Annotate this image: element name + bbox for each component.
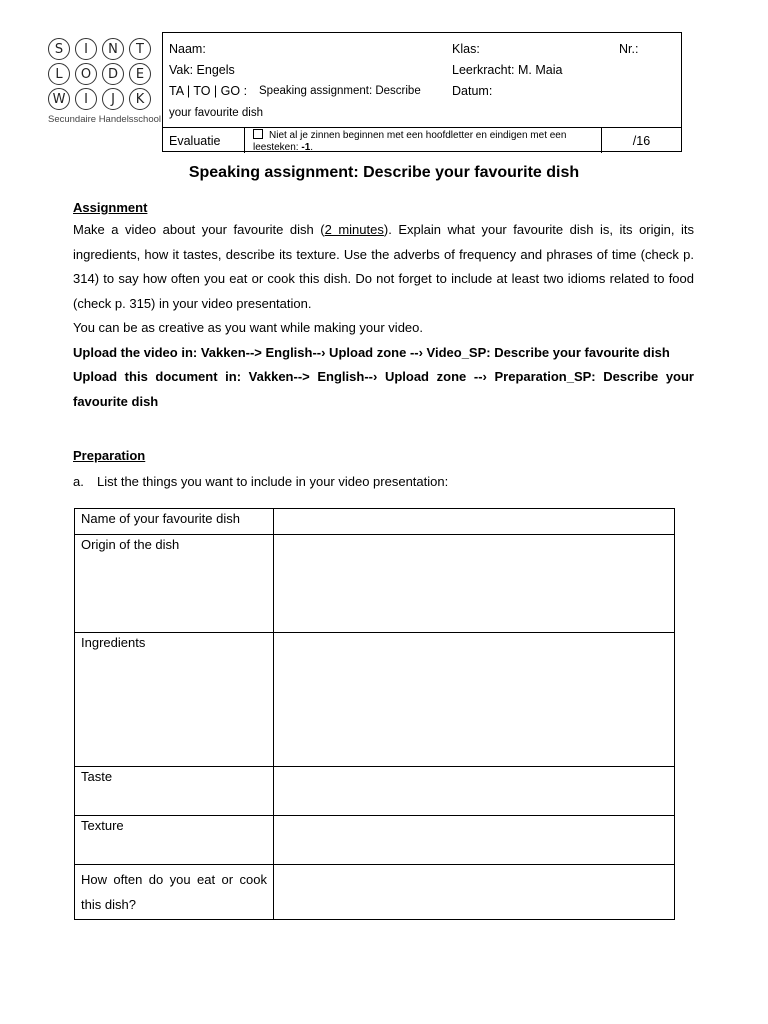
logo-letter: O	[75, 63, 97, 85]
page-title: Speaking assignment: Describe your favourite dish	[188, 164, 580, 181]
answer-cell[interactable]	[274, 633, 675, 767]
logo-letter: K	[129, 88, 151, 110]
row-label: Ingredients	[75, 633, 274, 767]
preparation-table	[74, 508, 675, 920]
header-assignment-line2: your favourite dish	[169, 107, 263, 119]
row-label: Origin of the dish	[75, 535, 274, 633]
logo-letter: T	[129, 38, 151, 60]
leerkracht-label: Leerkracht: M. Maia	[452, 63, 563, 77]
answer-cell[interactable]	[274, 767, 675, 816]
upload-video-instruction: Upload the video in: Vakken--> English--› Upload zone --› Video_SP: Describe your favourite dish	[73, 344, 670, 360]
answer-cell[interactable]	[274, 535, 675, 633]
logo-letter: L	[48, 63, 70, 85]
table-row	[75, 633, 675, 767]
logo-letter: S	[48, 38, 70, 60]
logo-letter: I	[75, 88, 97, 110]
checkbox-icon[interactable]	[253, 129, 263, 139]
logo-letter: J	[102, 88, 124, 110]
row-label: Texture	[75, 816, 274, 865]
logo-letter-grid	[48, 38, 166, 110]
preparation-heading: Preparation	[73, 448, 146, 463]
naam-label: Naam:	[169, 42, 206, 56]
preparation-item	[73, 474, 448, 489]
evaluatie-row	[163, 127, 681, 153]
nr-label: Nr.:	[619, 42, 639, 56]
eval-note-penalty: -1	[301, 142, 311, 153]
table-row	[75, 509, 675, 535]
assignment-text: ). Explain what your favourite dish is, its origin, its ingredients, how it tastes, describe its texture. Use the adverbs of frequency and phrases of time (check p. 314) to say how often you eat or cook this dish. Do not forget to include at least two idioms related to food (check p. 315) in your video presentation.	[73, 222, 694, 311]
logo-letter: W	[48, 88, 70, 110]
assignment-heading: Assignment	[73, 200, 148, 215]
answer-cell[interactable]	[274, 865, 675, 920]
assignment-text: Make a video about your favourite dish (	[73, 222, 325, 237]
table-row	[75, 535, 675, 633]
klas-label: Klas:	[452, 42, 480, 56]
table-row	[75, 767, 675, 816]
creative-paragraph: You can be as creative as you want while making your video.	[73, 320, 423, 335]
assignment-section	[73, 198, 694, 414]
eval-note-suffix: .	[310, 142, 314, 153]
logo-letter: D	[102, 63, 124, 85]
row-label: How often do you eat or cook this dish?	[75, 865, 274, 920]
table-row	[75, 865, 675, 920]
answer-cell[interactable]	[274, 816, 675, 865]
upload-document-instruction: Upload this document in: Vakken--> English--› Upload zone --› Preparation_SP: Describe your favourite dish	[73, 369, 694, 409]
evaluatie-note	[253, 129, 598, 154]
logo-subtitle: Secundaire Handelsschool	[48, 114, 162, 125]
header-assignment-line1: Speaking assignment: Describe	[259, 85, 421, 97]
score-total: /16	[601, 128, 681, 153]
eval-note-text: Niet al je zinnen beginnen met een hoofdletter en eindigen met een leesteken:	[253, 130, 567, 153]
header-box	[162, 32, 682, 152]
item-letter: a.	[73, 474, 84, 489]
table-row	[75, 816, 675, 865]
answer-cell[interactable]	[274, 509, 675, 535]
datum-label: Datum:	[452, 84, 493, 98]
row-label: Name of your favourite dish	[75, 509, 274, 535]
vak-label: Vak: Engels	[169, 63, 235, 77]
row-label: Taste	[75, 767, 274, 816]
logo-letter: I	[75, 38, 97, 60]
logo-letter: N	[102, 38, 124, 60]
logo-letter: E	[129, 63, 151, 85]
item-text: List the things you want to include in your video presentation:	[97, 474, 449, 489]
evaluatie-label: Evaluatie	[163, 128, 245, 153]
duration-text: 2 minutes	[324, 222, 384, 237]
assignment-paragraph	[73, 218, 694, 316]
school-logo	[48, 38, 166, 125]
ta-to-go-label: TA | TO | GO :	[169, 84, 248, 98]
